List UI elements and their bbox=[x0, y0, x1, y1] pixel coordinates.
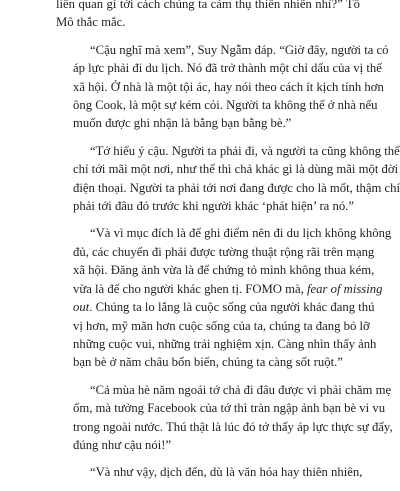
text-line: vị hơn, mỹ mãn hơn cuộc sống của ta, chúng ta đang bỏ lỡ bbox=[73, 318, 370, 333]
paragraph-5 bbox=[56, 381, 393, 455]
text-line: xã hội. Ở nhà là một tội ác, hay nói theo cách ít kịch tính hơn bbox=[73, 79, 384, 94]
italic-phrase: fear of missing bbox=[307, 281, 383, 296]
italic-phrase: out bbox=[73, 300, 90, 315]
text-line: vừa là để cho người khác ghen tị. FOMO mà, fear of missing bbox=[73, 281, 383, 296]
text-line: “Cậu nghĩ mà xem”, Suy Ngẫm đáp. “Giờ đây, người ta có bbox=[90, 42, 389, 57]
paragraph-1 bbox=[56, 0, 360, 32]
text-line: out. Chúng ta lo lắng là cuộc sống của người khác đang thú bbox=[73, 300, 375, 315]
paragraph-6 bbox=[56, 463, 363, 481]
text-line: muốn được ghi nhận là bằng bạn bằng bè.” bbox=[73, 116, 292, 131]
text-line: đúng như cậu nói!” bbox=[73, 437, 172, 452]
text-line: trong ngoài nước. Thú thật là lúc đó tớ thấy áp lực thực sự đấy, bbox=[73, 419, 393, 434]
text-line: phải tới đâu đó trước khi người khác ‘phát hiện’ ra nó.” bbox=[73, 199, 354, 214]
text-line: “Và như vậy, dịch đến, dù là văn hóa hay thiên nhiên, bbox=[90, 465, 363, 480]
text-line: “Cả mùa hè năm ngoái tớ chả đi đâu được vì phải chăm mẹ bbox=[90, 382, 392, 397]
text-line: liên quan gì tới cách chúng ta cảm thụ thiên nhiên nhỉ?” Tô bbox=[56, 0, 360, 11]
text-column bbox=[56, 0, 400, 491]
text-line: đủ, các chuyến đi phải được tường thuật rộng rãi trên mạng bbox=[73, 244, 375, 259]
text-line: bạn bè ở năm châu bốn biển, chúng ta càng sốt ruột.” bbox=[73, 355, 343, 370]
text-line: “Tớ hiểu ý cậu. Người ta phải đi, và người ta cũng không thể bbox=[90, 143, 400, 158]
text-line: điện thoại. Người ta phải tới nơi đang được cho là mốt, thậm chí bbox=[73, 180, 400, 195]
text-line: những cuộc vui, những trải nghiệm xịn. Càng nhìn thấy ảnh bbox=[73, 336, 377, 351]
text-line: Mô thắc mắc. bbox=[56, 15, 126, 30]
text-line: áp lực phải đi du lịch. Nó đã trở thành một chỉ dấu của vị thế bbox=[73, 61, 382, 76]
text-line: “Và vì mục đích là để ghi điểm nên đi du lịch không không bbox=[90, 226, 392, 241]
paragraph-4 bbox=[56, 224, 392, 371]
text-line: ốm, mà tưởng Facebook của tớ thì tràn ngập ảnh bạn bè vi vu bbox=[73, 401, 386, 416]
paragraph-3 bbox=[56, 142, 400, 216]
text-line: ông Cook, là một sự kém cỏi. Người ta không thể ở nhà nếu bbox=[73, 98, 378, 113]
paragraph-2 bbox=[56, 41, 389, 133]
text-line: chỉ tới mãi một nơi, như thể thì chả khác gì là dùng mãi một đời bbox=[73, 162, 399, 177]
text-line: xã hội. Đăng ảnh vừa là để chứng tỏ mình không thua kém, bbox=[73, 263, 375, 278]
